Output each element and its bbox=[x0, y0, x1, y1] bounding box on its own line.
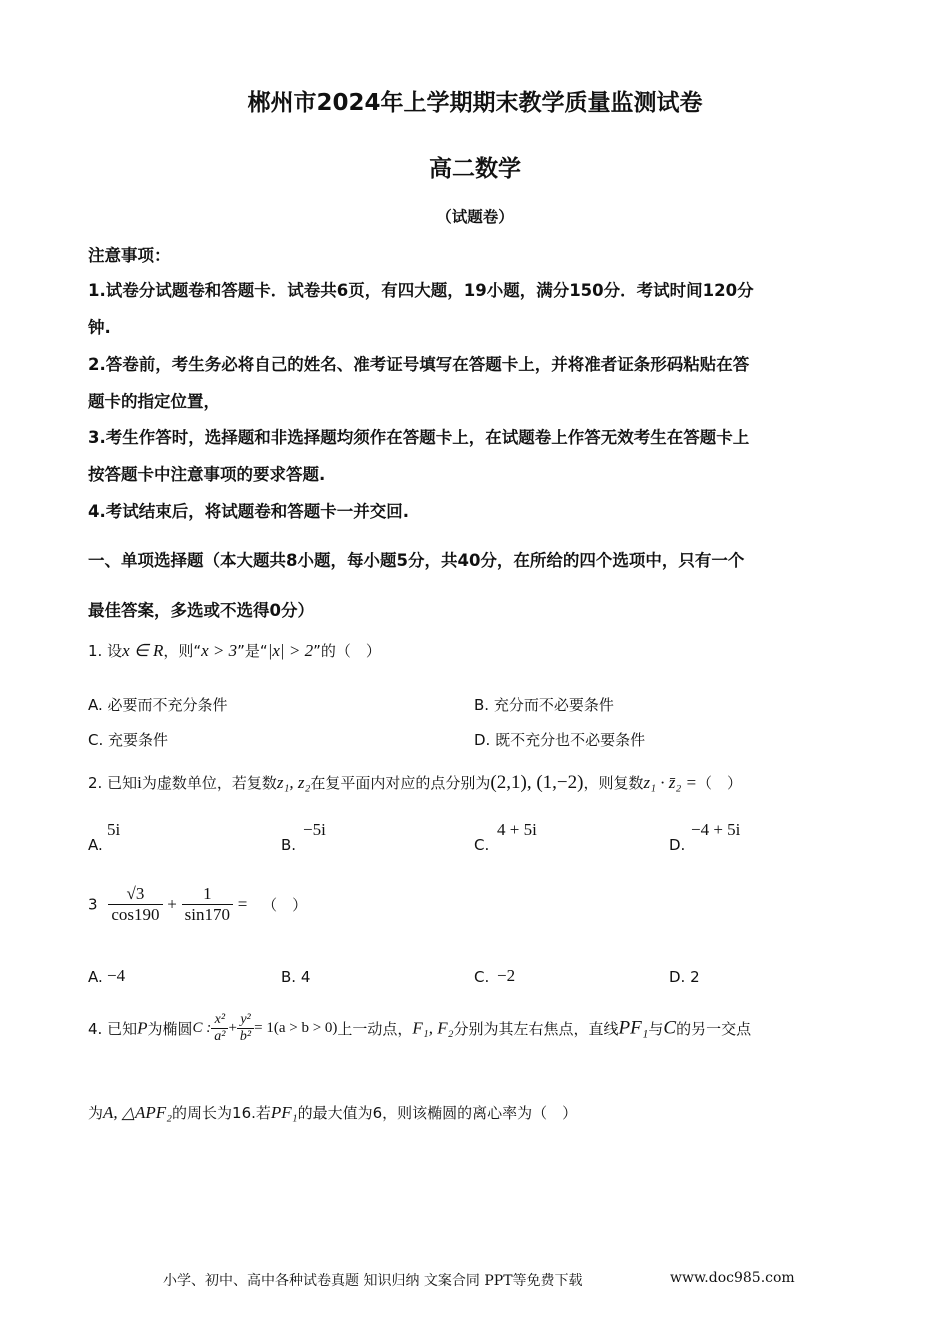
q4-text-1: 为椭圆 bbox=[147, 1020, 193, 1038]
paper-type: （试题卷） bbox=[436, 208, 514, 226]
q1-option-b: B. 充分而不必要条件 bbox=[474, 696, 614, 714]
q4-math-line: PF₁ bbox=[618, 1017, 649, 1039]
q4-line2-text: 的周长为16.若 bbox=[172, 1104, 271, 1122]
q2-text-1: 为虚数单位，若复数 bbox=[141, 774, 277, 792]
section-heading: 一、单项选择题（本大题共8小题，每小题5分，共40分，在所给的四个选项中，只有一个 bbox=[88, 551, 745, 570]
q2-option-d-label: D. bbox=[669, 836, 686, 854]
q1-suffix: ”的（ ） bbox=[313, 642, 381, 660]
q2-math-expr: z₁ · z̄₂ = bbox=[643, 773, 697, 792]
q1-option-a: A. 必要而不充分条件 bbox=[88, 696, 228, 714]
q1-math-3: |x| > 2 bbox=[267, 641, 314, 660]
q4-math-c2: C bbox=[663, 1017, 677, 1039]
q4-fx-num: x² bbox=[211, 1012, 228, 1029]
q3-numerator-2: 1 bbox=[182, 884, 233, 905]
notice-item-4: 4.考试结束后，将试题卷和答题卡一并交回. bbox=[88, 502, 410, 521]
q4-text-2: 上一动点， bbox=[337, 1020, 413, 1038]
q3-option-a-value: −4 bbox=[107, 966, 126, 985]
q3-option-c-label: C. bbox=[474, 968, 490, 986]
q4-prefix: 4. 已知 bbox=[88, 1020, 138, 1038]
q1-option-d: D. 既不充分也不必要条件 bbox=[474, 731, 646, 749]
q1-math-1: x ∈ R bbox=[122, 641, 164, 660]
q2-math-i: i bbox=[137, 773, 142, 792]
question-2 bbox=[88, 772, 742, 794]
q2-option-d-value: −4 + 5i bbox=[691, 820, 741, 839]
section-heading-cont: 最佳答案，多选或不选得0分） bbox=[88, 601, 314, 620]
exam-title: 郴州市2024年上学期期末教学质量监测试卷 bbox=[247, 90, 703, 116]
q2-option-a-value: 5i bbox=[107, 820, 121, 839]
question-4 bbox=[88, 1012, 751, 1045]
notice-item-3-cont: 按答题卡中注意事项的要求答题. bbox=[88, 465, 326, 484]
q2-option-a-label: A. bbox=[88, 836, 103, 854]
q2-option-c-label: C. bbox=[474, 836, 490, 854]
q3-denominator-1: cos190 bbox=[111, 905, 160, 924]
q3-equals: = bbox=[237, 894, 248, 914]
subject-title: 高二数学 bbox=[429, 156, 521, 182]
q2-math-points: (2,1), (1,−2) bbox=[490, 772, 584, 793]
q3-denominator-2: sin170 bbox=[184, 905, 230, 924]
q4-math-foci: F₁, F₂ bbox=[412, 1018, 454, 1038]
footer-text: 小学、初中、高中各种试卷真题 知识归纳 文案合同 PPT等免费下载 bbox=[163, 1273, 583, 1289]
q3-option-a-label: A. bbox=[88, 968, 103, 986]
q3-option-b: B. 4 bbox=[281, 968, 311, 986]
q3-suffix: （ ） bbox=[262, 896, 308, 914]
q1-math-2: x > 3 bbox=[201, 641, 238, 660]
q2-prefix: 2. 已知 bbox=[88, 774, 138, 792]
q2-math-z: z₁, z₂ bbox=[276, 773, 311, 792]
q2-option-b-value: −5i bbox=[303, 820, 326, 839]
q1-text-1: ，则“ bbox=[163, 642, 202, 660]
notice-heading: 注意事项： bbox=[88, 246, 171, 265]
q3-option-d: D. 2 bbox=[669, 968, 700, 986]
question-3 bbox=[88, 884, 307, 925]
question-1 bbox=[88, 640, 381, 661]
q4-math-tail: = 1(a > b > 0) bbox=[254, 1020, 338, 1036]
q2-option-c-value: 4 + 5i bbox=[497, 820, 537, 839]
q2-suffix: （ ） bbox=[697, 774, 743, 792]
q3-fraction-1 bbox=[108, 884, 162, 925]
q2-option-b-label: B. bbox=[281, 836, 297, 854]
q2-text-3: ，则复数 bbox=[583, 774, 644, 792]
notice-item-1: 1.试卷分试题卷和答题卡．试卷共6页，有四大题，19小题，满分150分．考试时间120分 bbox=[88, 281, 754, 300]
notice-item-3: 3.考生作答时，选择题和非选择题均须作在答题卡上，在试题卷上作答无效考生在答题卡上 bbox=[88, 428, 750, 447]
notice-item-1-cont: 钟. bbox=[88, 318, 111, 337]
q4-text-5: 的另一交点 bbox=[676, 1020, 752, 1038]
q4-math-c: C : bbox=[192, 1020, 212, 1036]
q1-text-2: ”是“ bbox=[237, 642, 268, 660]
q4-plus: + bbox=[228, 1020, 237, 1036]
q4-fraction-y bbox=[237, 1012, 254, 1045]
q3-numerator-1: √3 bbox=[108, 884, 162, 905]
q4-math-pf1: PF₁ bbox=[270, 1103, 298, 1122]
notice-item-2: 2.答卷前，考生务必将自己的姓名、准考证号填写在答题卡上，并将准者证条形码粘贴在答 bbox=[88, 355, 750, 374]
footer-link[interactable]: www.doc985.com bbox=[670, 1270, 795, 1286]
q4-text-4: 与 bbox=[648, 1020, 664, 1038]
q4-math-triangle: A, △APF₂ bbox=[103, 1103, 173, 1122]
q1-option-c: C. 充要条件 bbox=[88, 731, 169, 749]
q4-text-3: 分别为其左右焦点，直线 bbox=[453, 1020, 619, 1038]
q3-option-c-value: −2 bbox=[497, 966, 516, 985]
q4-fy-num: y² bbox=[237, 1012, 254, 1029]
notice-item-2-cont: 题卡的指定位置， bbox=[88, 392, 220, 411]
q4-fy-den: b² bbox=[239, 1029, 252, 1044]
q3-plus: + bbox=[167, 894, 177, 914]
q4-fx-den: a² bbox=[214, 1029, 226, 1044]
q3-number: 3 bbox=[88, 895, 98, 914]
q3-fraction-2 bbox=[182, 884, 233, 925]
question-4-cont bbox=[88, 1102, 577, 1123]
q1-prefix: 1. 设 bbox=[88, 642, 123, 660]
q4-fraction-x bbox=[211, 1012, 228, 1045]
q4-math-p: P bbox=[137, 1018, 148, 1038]
q4-line2-suffix: 的最大值为6，则该椭圆的离心率为（ ） bbox=[297, 1104, 578, 1122]
q4-line2-prefix: 为 bbox=[88, 1104, 104, 1122]
q2-text-2: 在复平面内对应的点分别为 bbox=[310, 774, 491, 792]
